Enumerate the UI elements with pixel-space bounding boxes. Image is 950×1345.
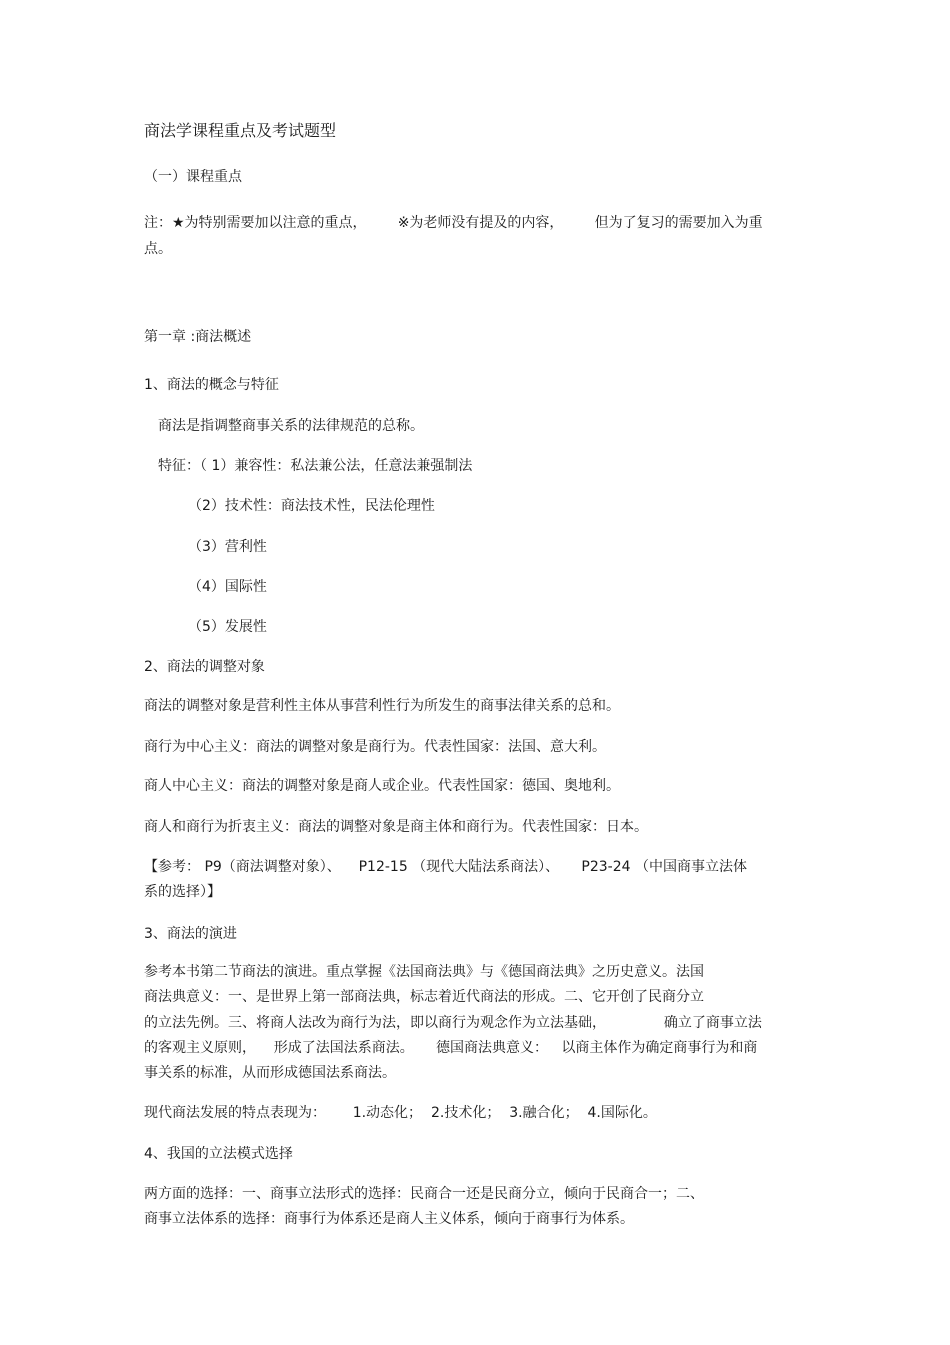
object-para-1: 商法的调整对象是营利性主体从事营利性行为所发生的商事法律关系的总和。 [144, 698, 620, 714]
evolution-line-1: 参考本书第二节商法的演进。重点掌握《法国商法典》与《德国商法典》之历史意义。法国 [144, 964, 704, 980]
document-title: 商法学课程重点及考试题型 [144, 121, 337, 140]
object-para-3: 商人中心主义：商法的调整对象是商人或企业。代表性国家：德国、奥地利。 [144, 778, 620, 794]
modern-features: 现代商法发展的特点表现为： 1.动态化； 2.技术化； 3.融合化； 4.国际化。 [144, 1105, 657, 1121]
mode-line-1: 两方面的选择：一、商事立法形式的选择：民商合一还是民商分立，倾向于民商合一；二、 [144, 1186, 704, 1202]
object-para-4: 商人和商行为折衷主义：商法的调整对象是商主体和商行为。代表性国家：日本。 [144, 819, 648, 835]
evolution-line-3: 的立法先例。三、将商人法改为商行为法，即以商行为观念作为立法基础， 确立了商事立法 [144, 1015, 762, 1031]
heading-2: 2、商法的调整对象 [144, 659, 265, 675]
note-line-2: 点。 [144, 241, 172, 257]
feature-1: 特征：（ 1）兼容性：私法兼公法，任意法兼强制法 [158, 458, 473, 474]
object-para-2: 商行为中心主义：商法的调整对象是商行为。代表性国家：法国、意大利。 [144, 739, 606, 755]
feature-4: （4）国际性 [188, 579, 267, 595]
chapter-heading: 第一章 :商法概述 [144, 329, 252, 345]
heading-3: 3、商法的演进 [144, 926, 237, 942]
evolution-line-2: 商法典意义：一、是世界上第一部商法典，标志着近代商法的形成。二、它开创了民商分立 [144, 989, 704, 1005]
evolution-line-5: 事关系的标准，从而形成德国法系商法。 [144, 1065, 396, 1081]
heading-1: 1、商法的概念与特征 [144, 377, 279, 393]
evolution-line-4: 的客观主义原则， 形成了法国法系商法。 德国商法典意义： 以商主体作为确定商事行为和商 [144, 1040, 758, 1056]
note-line-1: 注：★为特别需要加以注意的重点， ※为老师没有提及的内容， 但为了复习的需要加入为重 [144, 215, 763, 231]
reference-line-1: 【参考： P9（商法调整对象）、 P12-15 （现代大陆法系商法）、 P23-24 （中国商事立法体 [144, 859, 747, 875]
feature-3: （3）营利性 [188, 539, 267, 555]
feature-2: （2）技术性：商法技术性，民法伦理性 [188, 498, 435, 514]
section-heading: （一）课程重点 [144, 169, 242, 185]
feature-5: （5）发展性 [188, 619, 267, 635]
reference-line-2: 系的选择）】 [144, 884, 221, 900]
mode-line-2: 商事立法体系的选择：商事行为体系还是商人主义体系，倾向于商事行为体系。 [144, 1211, 634, 1227]
heading-4: 4、我国的立法模式选择 [144, 1146, 293, 1162]
definition-text: 商法是指调整商事关系的法律规范的总称。 [158, 418, 424, 434]
